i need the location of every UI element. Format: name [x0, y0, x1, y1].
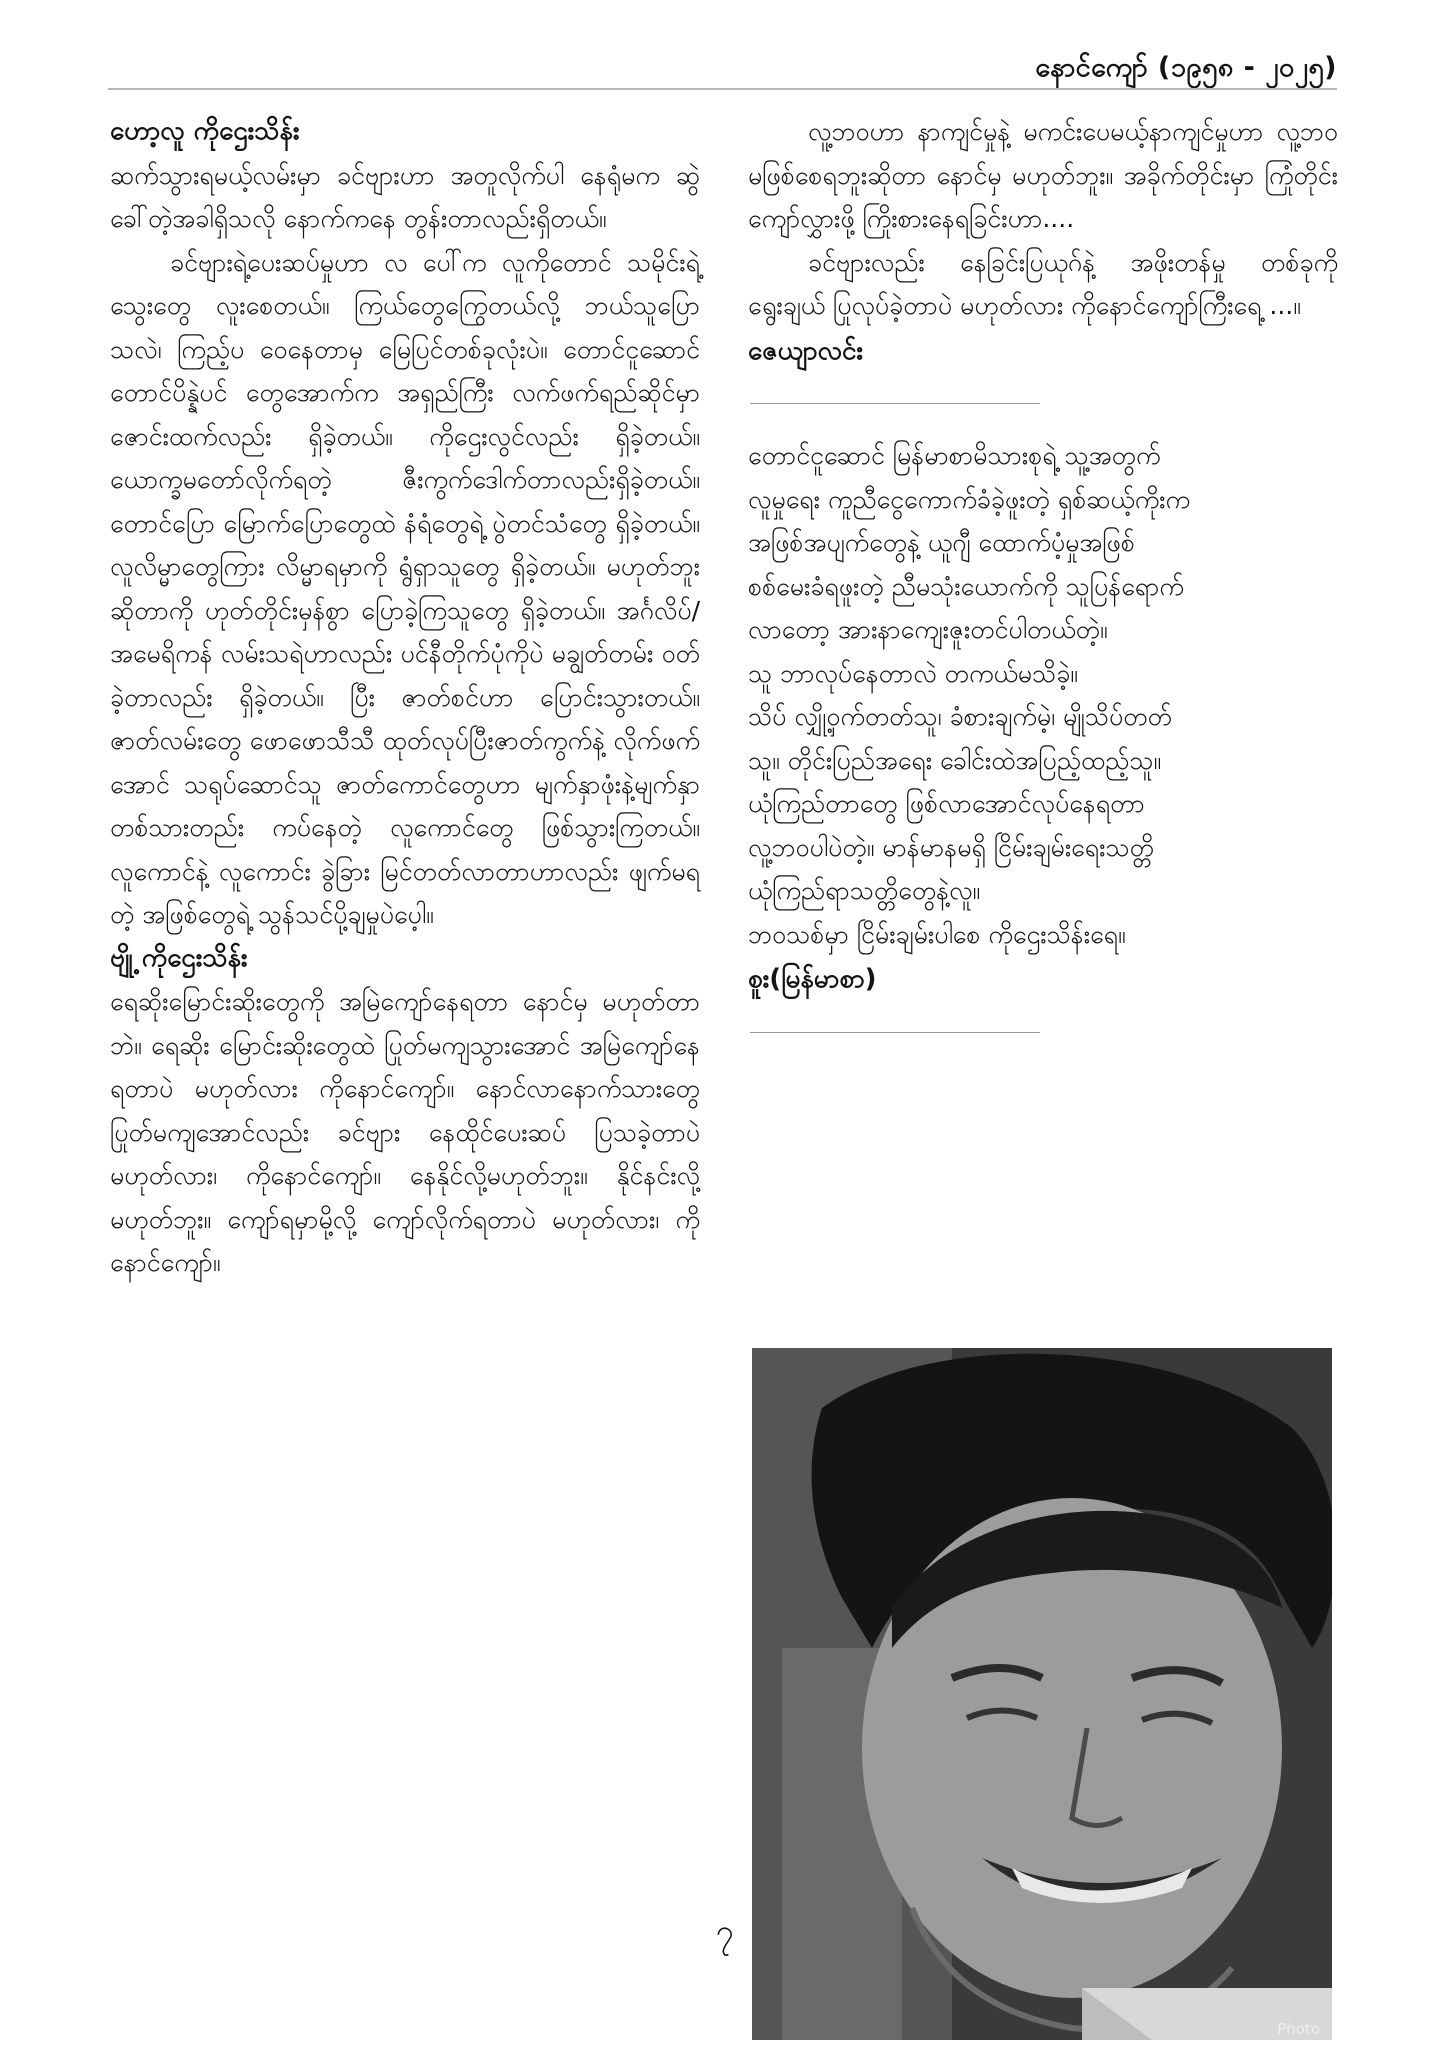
section-heading: ဗျို့ ကိုဌေးသိန်း [110, 942, 248, 973]
poem-line: လူမှုရေး ကူညီငွေကောက်ခံခဲ့ဖူးတဲ့ ရှစ်ဆယ့်ကိုးက [748, 484, 1190, 514]
section-divider [750, 403, 1040, 404]
poem-line: စစ်မေးခံရဖူးတဲ့ ညီမသုံးယောက်ကို သူပြန်ရောက် [748, 571, 1184, 601]
poem-line: ယုံကြည်တာတွေ ဖြစ်လာအောင်လုပ်နေရတာ [748, 789, 1145, 818]
poem-line: ဘဝသစ်မှာ ငြိမ်းချမ်းပါစေ ကိုဌေးသိန်းရေ။ [748, 919, 1126, 949]
poem [748, 434, 1338, 956]
portrait-illustration [752, 1348, 1332, 2040]
portrait-photo [752, 1348, 1332, 2040]
body-paragraph: လူ့ဘဝဟာ နာကျင်မှုနဲ့ မကင်းပေမယ့်နာကျင်မှုဟာ လူ့ဘဝ မဖြစ်စေရဘူးဆိုတာ နောင်မှ မဟုတ်ဘူး။ အခိုက်တိုင်းမှာ ကြုံတိုင်း ကျော်လွှားဖို့ ကြိုးစားနေရခြင်းဟာ.... [748, 117, 1338, 233]
section-heading: ဟော့လူ ကိုဌေးသိန်း [110, 116, 300, 146]
body-paragraph: ဆက်သွားရမယ့်လမ်းမှာ ခင်ဗျားဟာ အတူလိုက်ပါ နေရုံမက ဆွဲခေါ်တဲ့အခါရှိသလို နောက်ကနေ တွန်းတာလည်းရှိတယ်။ [110, 160, 700, 233]
section-divider [750, 1032, 1040, 1033]
body-paragraph: ရေဆိုးမြောင်းဆိုးတွေကို အမြဲကျော်နေရတာ နောင်မှ မဟုတ်တာဘဲ။ ရေဆိုး မြောင်းဆိုးတွေထဲ ပြုတ်မကျသွားအောင် အမြဲကျော်နေရတာပဲ မဟုတ်လား ကိုနောင်ကျော်။ နောင်လာနောက်သားတွေ ပြုတ်မကျအောင်လည်း ခင်ဗျား နေထိုင်ပေးဆပ် ပြသခဲ့တာပဲ မဟုတ်လား၊ ကိုနောင်ကျော်။ နေနိုင်လို့မဟုတ်ဘူး။ နိုင်နင်းလို့ မဟုတ်ဘူး။ ကျော်ရမှာမို့လို့ ကျော်လိုက်ရတာပဲ မဟုတ်လား၊ ကိုနောင်ကျော်။ [110, 987, 700, 1277]
right-column [748, 110, 1338, 1063]
poem-line: တောင်ငူဆောင် မြန်မာစာမိသားစုရဲ့ သူ့အတွက် [748, 441, 1161, 470]
poem-line: သူ။ တိုင်းပြည်အရေး ခေါင်းထဲအပြည့်ထည့်သူ။ [748, 745, 1162, 775]
poem-line: လူ့ဘဝပါပဲတဲ့။ မာန်မာနမရှိ ငြိမ်းချမ်းရေးသတ္တိ [748, 832, 1154, 862]
poem-line: သူ ဘာလုပ်နေတာလဲ တကယ်မသိခဲ့။ [748, 658, 1078, 688]
left-column [110, 110, 700, 1285]
author-signature: စူး(မြန်မာစာ) [748, 964, 877, 994]
photo-credit: Photo [1277, 2020, 1320, 2038]
page-number: ၇ [716, 1912, 734, 1950]
body-paragraph: ခင်ဗျားရဲ့ပေးဆပ်မှုဟာ လ ပေါ်က လူကိုတောင် သမိုင်းရဲ့သွေးတွေ လူးစေတယ်။ ကြယ်တွေကြွေတယ်လို့ ဘယ်သူပြောသလဲ၊ ကြည့်ပ ဝေနေတာမှ မြေပြင်တစ်ခုလုံးပဲ။ တောင်ငူဆောင် တောင်ပိန္နဲပင် တွေအောက်က အရှည်ကြီး လက်ဖက်ရည်ဆိုင်မှာ ဇောင်းထက်လည်း ရှိခဲ့တယ်။ ကိုဌေးလွင်လည်း ရှိခဲ့တယ်။ ယောက္ခမတော်လိုက်ရတဲ့ ဇီးကွက်ဒေါက်တာလည်းရှိခဲ့တယ်။ တောင်ပြော မြောက်ပြောတွေထဲ နံရံတွေရဲ့ ပွဲတင်သံတွေ ရှိခဲ့တယ်။ လူလိမ္မာတွေကြား လိမ္မာရမှာကို ရွံရှာသူတွေ ရှိခဲ့တယ်။ မဟုတ်ဘူးဆိုတာကို ဟုတ်တိုင်းမှန်စွာ ပြောခဲ့ကြသူတွေ ရှိခဲ့တယ်။ အင်္ဂလိပ်/ အမေရိကန် လမ်းသရဲဟာလည်း ပင်နီတိုက်ပုံကိုပဲ မချွတ်တမ်း ဝတ်ခဲ့တာလည်း ရှိခဲ့တယ်။ ပြီး ဇာတ်စင်ဟာ ပြောင်းသွားတယ်။ ဇာတ်လမ်းတွေ ဖောဖောသီသီ ထုတ်လုပ်ပြီးဇာတ်ကွက်နဲ့ လိုက်ဖက်အောင် သရုပ်ဆောင်သူ ဇာတ်ကောင်တွေဟာ မျက်နှာဖုံးနဲ့မျက်နှာ တစ်သားတည်း ကပ်နေတဲ့ လူကောင်တွေ ဖြစ်သွားကြတယ်။ လူကောင်နဲ့ လူကောင်း ခွဲခြား မြင်တတ်လာတာဟာလည်း ဖျက်မရတဲ့ အဖြစ်တွေရဲ့ သွန်သင်ပို့ချမှုပဲပေ့ါ။ [110, 247, 700, 929]
poem-line: ယုံကြည်ရာသတ္တိတွေနဲ့လူ။ [748, 876, 981, 905]
author-signature: ဇေယျာလင်း [748, 335, 864, 366]
header-rule [108, 88, 1337, 90]
poem-line: သိပ် လျှို့ဝှက်တတ်သူ၊ ခံစားချက်မဲ့၊ မျိုသိပ်တတ် [748, 702, 1172, 731]
poem-line: လာတော့ အားနာကျေးဇူးတင်ပါတယ်တဲ့။ [748, 615, 1108, 644]
poem-line: အဖြစ်အပျက်တွေနဲ့ ယူဂျီ ထောက်ပံ့မှုအဖြစ် [748, 528, 1135, 557]
running-header: နောင်ကျော် (၁၉၅၈ - ၂၀၂၅) [1035, 52, 1337, 83]
body-paragraph: ခင်ဗျားလည်း နေခြင်းပြယုဂ်နဲ့ အဖိုးတန်မှု တစ်ခုကို ရွေးချယ် ပြုလုပ်ခဲ့တာပဲ မဟုတ်လား ကိုနောင်ကျော်ကြီးရေ့ ...။ [748, 247, 1338, 320]
